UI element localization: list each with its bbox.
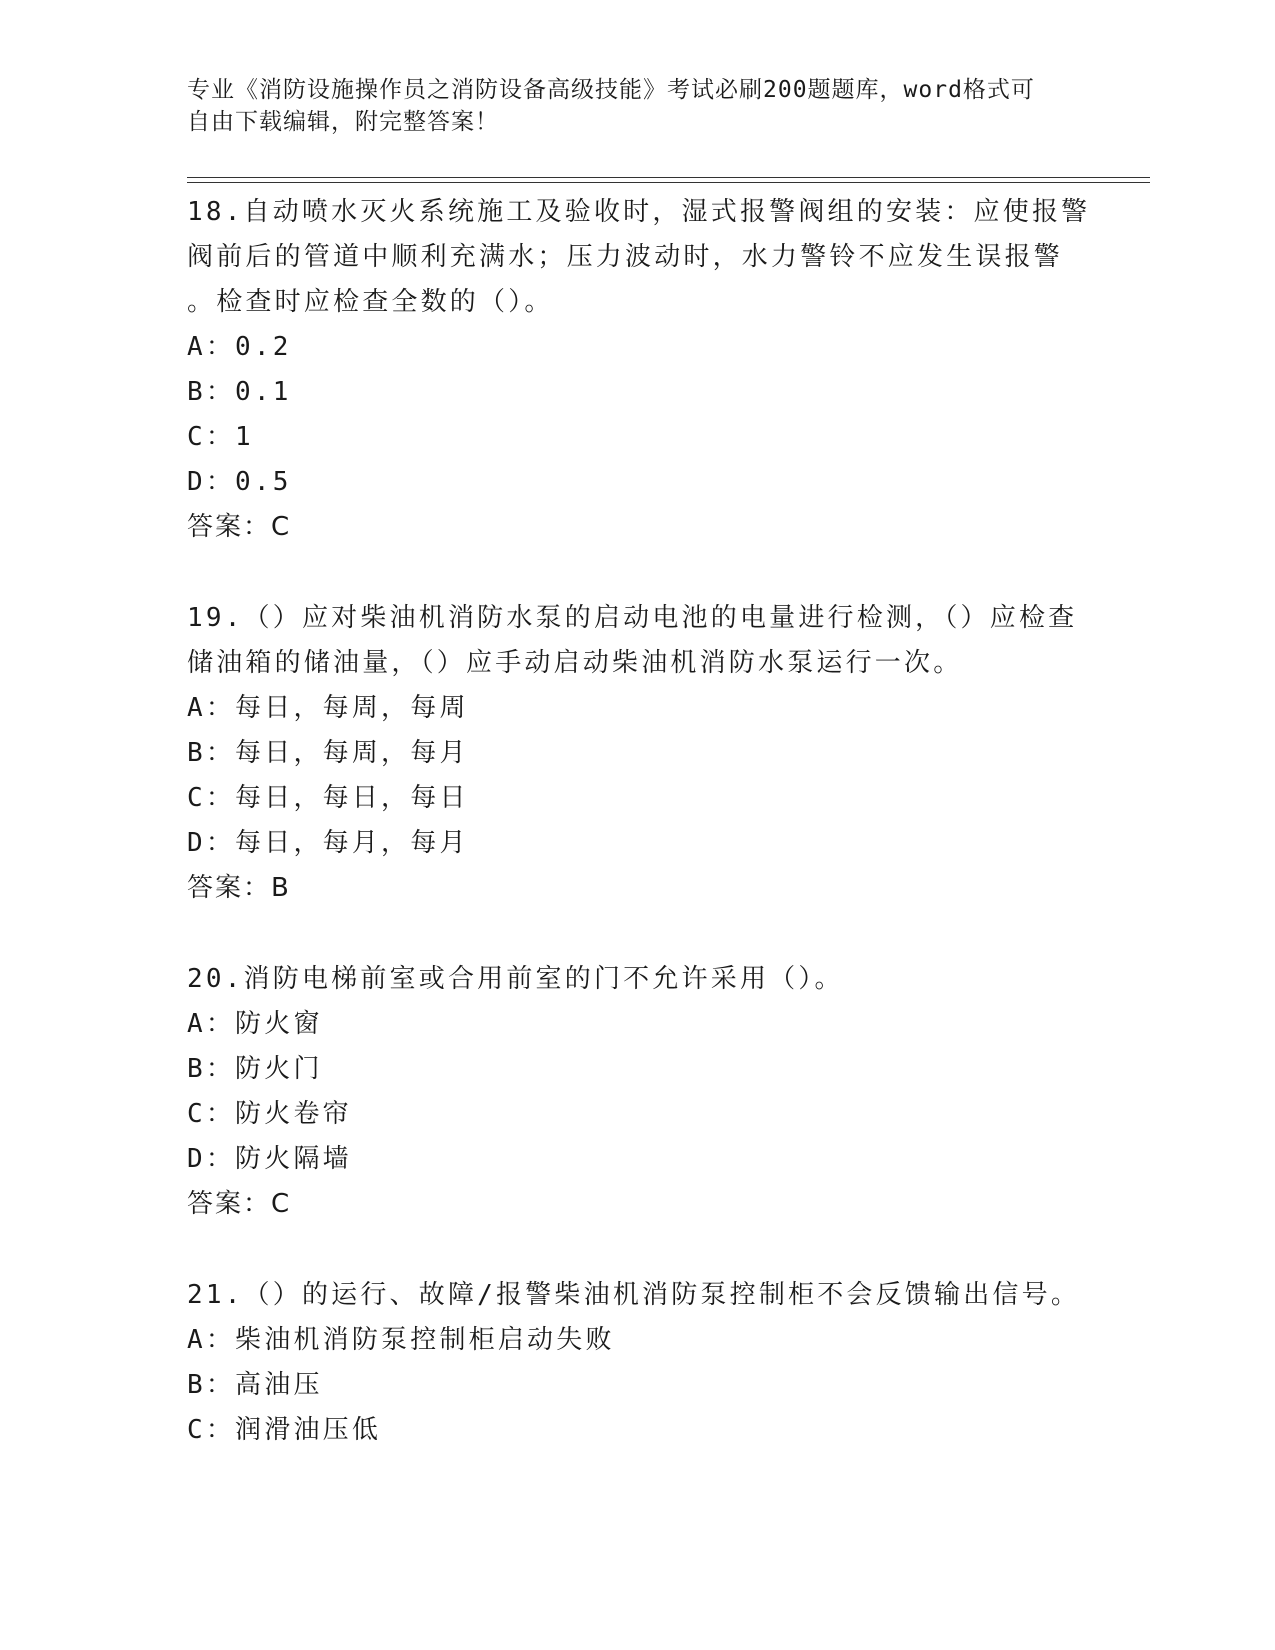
header-title-line-1: 专业《消防设施操作员之消防设备高级技能》考试必刷200题题库，word格式可 xyxy=(187,77,1035,103)
question-text-line: 18.自动喷水灭火系统施工及验收时，湿式报警阀组的安装：应使报警 xyxy=(187,197,1091,227)
document-header xyxy=(187,74,1087,138)
option-d: D：防火隔墙 xyxy=(187,1144,352,1174)
question-text xyxy=(187,957,1087,1002)
option-b: B：0.1 xyxy=(187,377,292,407)
question-text xyxy=(187,596,1087,686)
question-19 xyxy=(187,596,1087,911)
answer-label: 答案：C xyxy=(187,1189,292,1219)
answer-label: 答案：B xyxy=(187,873,291,903)
question-text-line: 。检查时应检查全数的（）。 xyxy=(187,287,554,317)
option-b: B：防火门 xyxy=(187,1054,323,1084)
option-c: C：防火卷帘 xyxy=(187,1099,352,1129)
option-b: B：高油压 xyxy=(187,1370,323,1400)
header-divider-top xyxy=(187,177,1150,178)
question-20 xyxy=(187,957,1087,1227)
question-text xyxy=(187,190,1091,325)
question-18 xyxy=(187,190,1091,550)
header-title-line-2: 自由下载编辑，附完整答案！ xyxy=(187,109,499,135)
option-c: C：每日，每日，每日 xyxy=(187,783,469,813)
question-text-line: 21.（）的运行、故障/报警柴油机消防泵控制柜不会反馈输出信号。 xyxy=(187,1280,1081,1310)
question-text-line: 阀前后的管道中顺利充满水；压力波动时，水力警铃不应发生误报警 xyxy=(187,242,1064,272)
question-text xyxy=(187,1273,1087,1318)
question-text-line: 19.（）应对柴油机消防水泵的启动电池的电量进行检测，（）应检查 xyxy=(187,603,1078,633)
question-text-line: 20.消防电梯前室或合用前室的门不允许采用（）。 xyxy=(187,964,844,994)
question-list xyxy=(187,190,1091,1499)
option-d: D：每日，每月，每月 xyxy=(187,828,469,858)
option-a: A：0.2 xyxy=(187,332,292,362)
option-d: D：0.5 xyxy=(187,467,292,497)
question-21 xyxy=(187,1273,1087,1453)
answer-label: 答案：C xyxy=(187,512,292,542)
option-a: A：每日，每周，每周 xyxy=(187,693,469,723)
header-divider-bottom xyxy=(187,182,1150,183)
option-c: C：润滑油压低 xyxy=(187,1415,382,1445)
option-a: A：防火窗 xyxy=(187,1009,323,1039)
option-c: C：1 xyxy=(187,422,254,452)
option-a: A：柴油机消防泵控制柜启动失败 xyxy=(187,1325,615,1355)
option-b: B：每日，每周，每月 xyxy=(187,738,469,768)
question-text-line: 储油箱的储油量，（）应手动启动柴油机消防水泵运行一次。 xyxy=(187,648,963,678)
